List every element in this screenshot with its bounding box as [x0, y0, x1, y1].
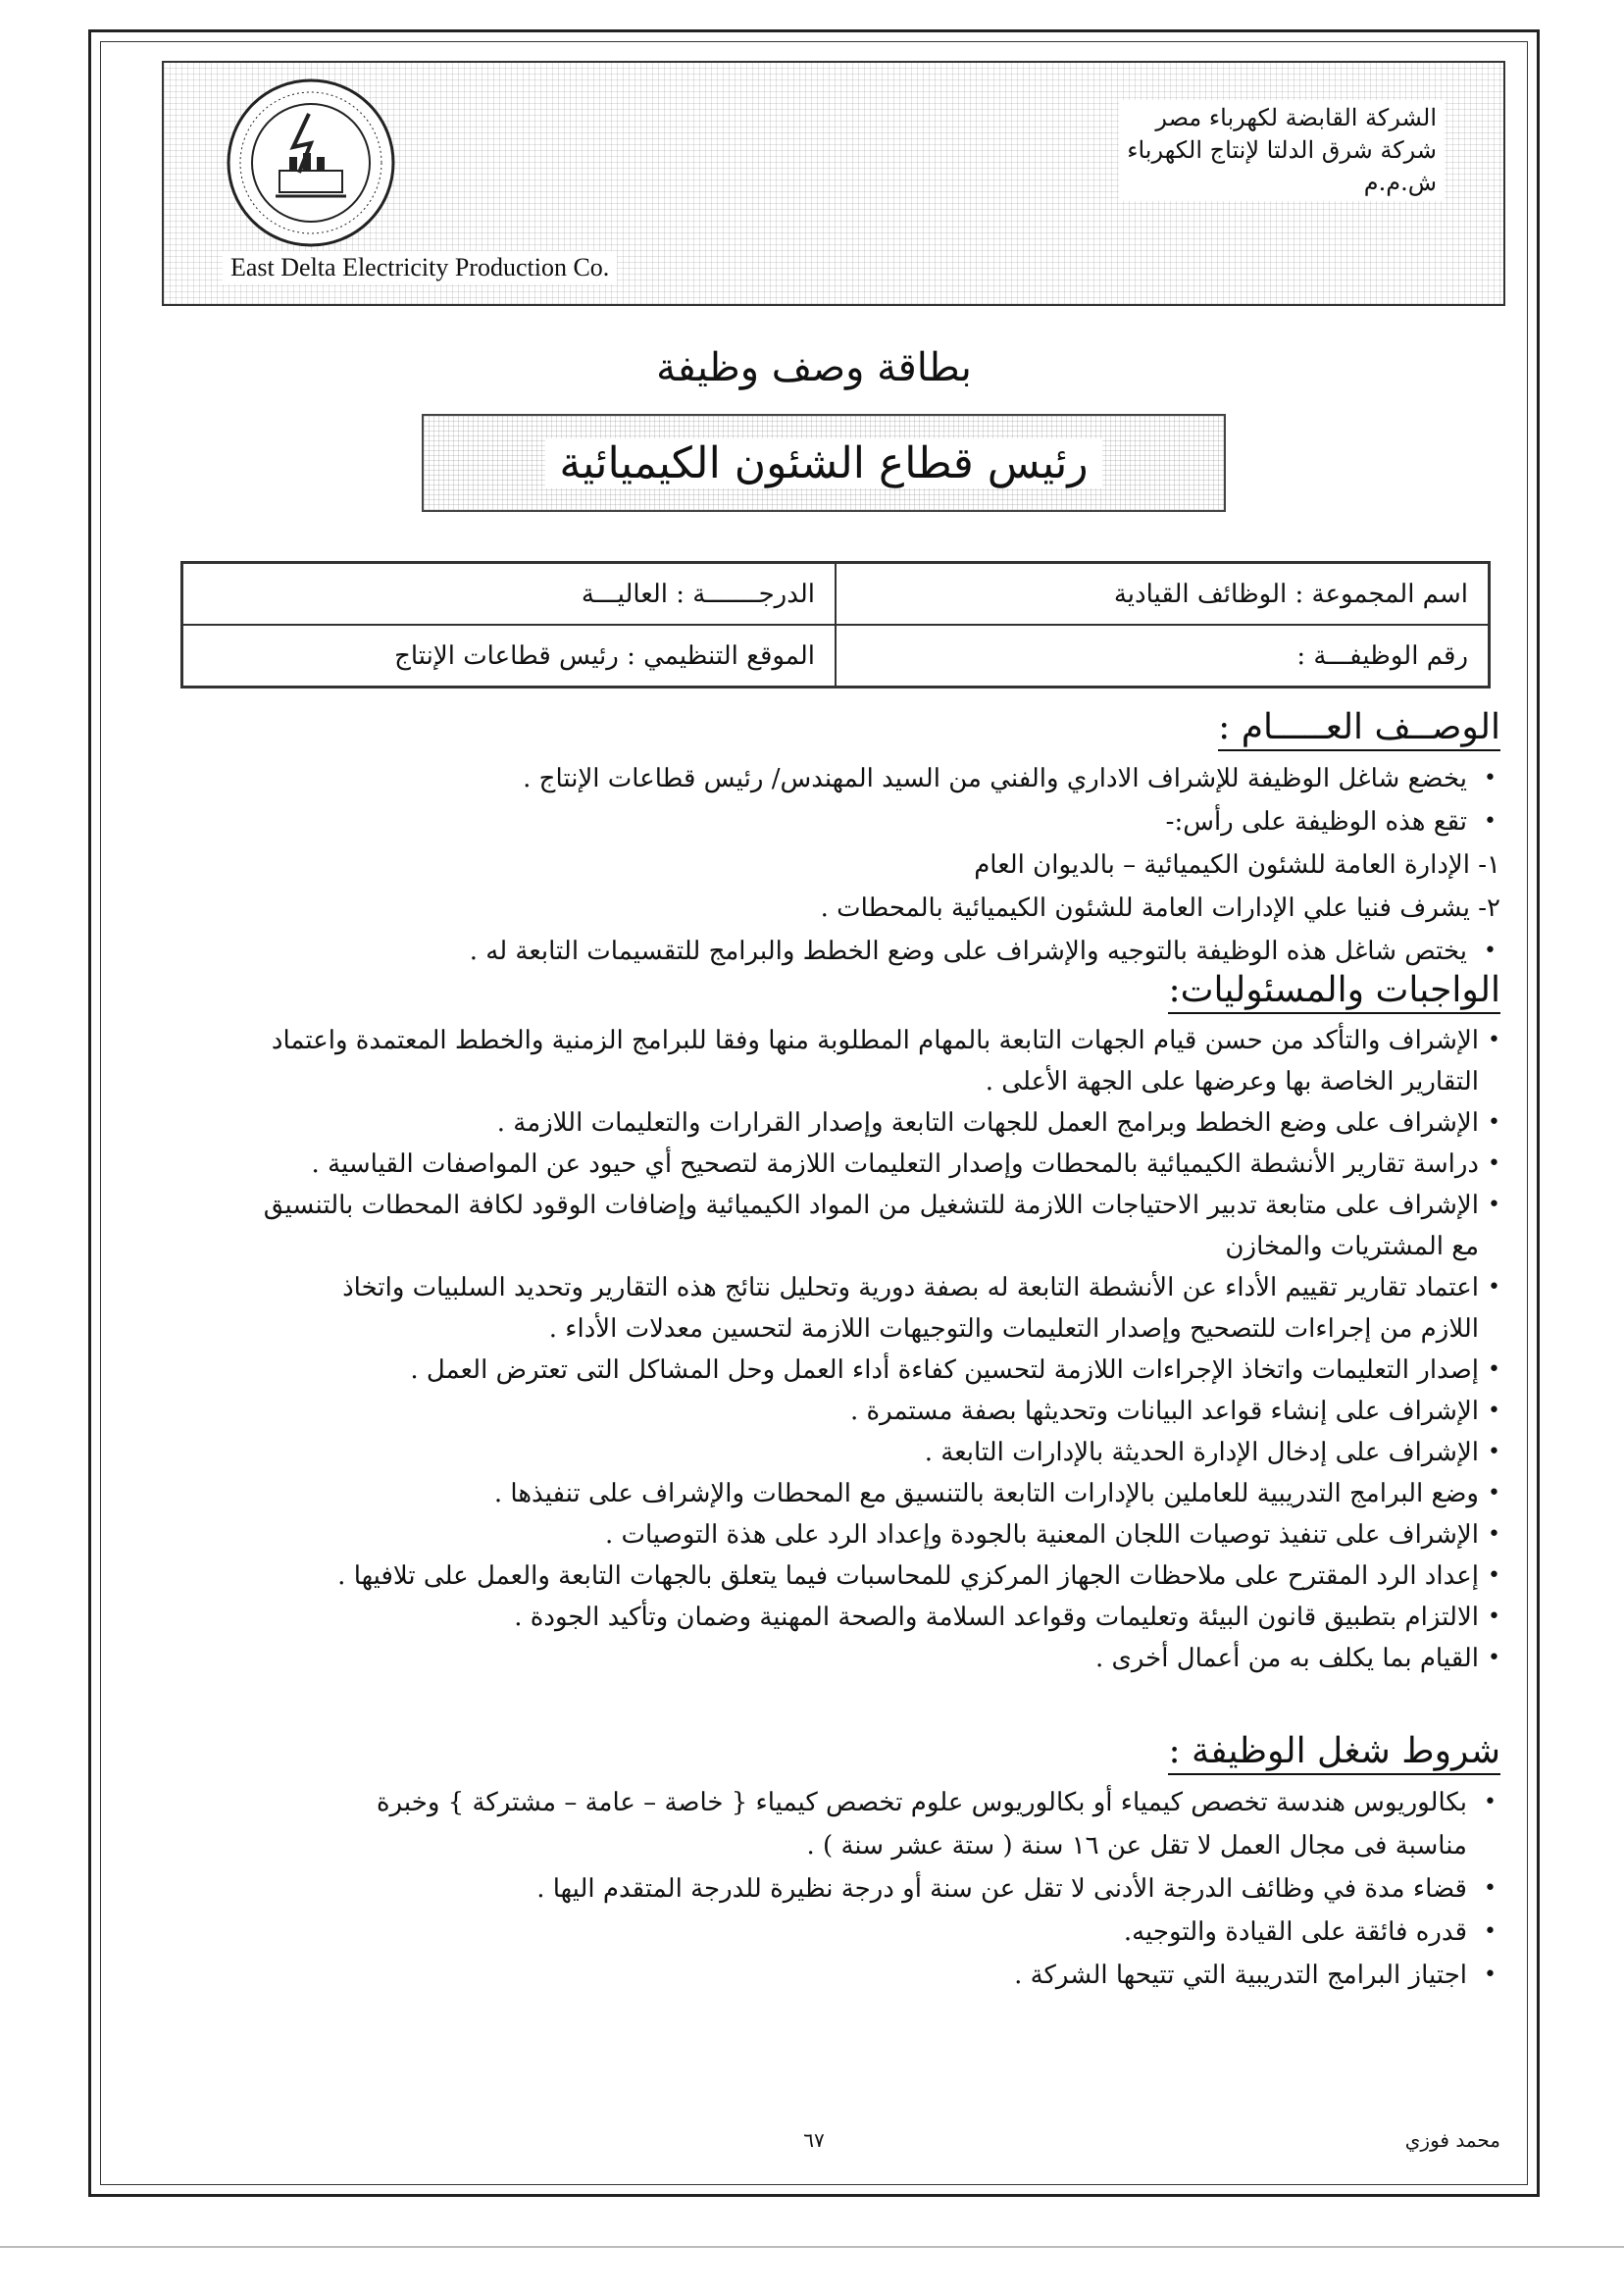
list-item: • بكالوريوس هندسة تخصص كيمياء أو بكالوريوس علوم تخصص كيمياء { خاصة – عامة – مشتركة } وخبرة مناسبة فى مجال العمل لا تقل عن ١٦ سنة ( ستة عشر سنة ) .	[376, 1788, 1497, 1861]
list-item: • القيام بما يكلف به من أعمال أخرى .	[1094, 1644, 1500, 1673]
duties-list	[118, 1020, 1500, 1679]
position-cell	[182, 625, 836, 687]
list-item: • اجتياز البرامج التدريبية التي تتيحها الشركة .	[1014, 1961, 1497, 1990]
list-item: • إعداد الرد المقترح على ملاحظات الجهاز المركزي للمحاسبات فيما يتعلق بالجهات التابعة والعمل على تلافيها .	[337, 1561, 1500, 1591]
list-item: ١- الإدارة العامة للشئون الكيميائية – بالديوان العام	[974, 850, 1500, 880]
list-item: • يخضع شاغل الوظيفة للإشراف الاداري والفني من السيد المهندس/ رئيس قطاعات الإنتاج .	[523, 764, 1497, 793]
number-cell	[836, 625, 1489, 687]
page-number: ٦٧	[803, 2128, 825, 2152]
list-item: • الإشراف على تنفيذ توصيات اللجان المعنية بالجودة وإعداد الرد على هذة التوصيات .	[604, 1520, 1500, 1550]
list-item: • قدره فائقة على القيادة والتوجيه.	[1123, 1917, 1497, 1947]
list-item: • الإشراف والتأكد من حسن قيام الجهات التابعة بالمهام المطلوبة منها وفقا للبرامج الزمنية والخطط المعتمدة واعتماد التقارير الخاصة بها وعرضها على الجهة الأعلى .	[271, 1026, 1500, 1096]
list-item: • الإشراف على متابعة تدبير الاحتياجات اللازمة للتشغيل من المواد الكيميائية وإضافات الوقود لكافة المحطات بالتنسيق مع المشتريات والمخازن	[263, 1191, 1500, 1261]
group-value: الوظائف القيادية	[1113, 579, 1288, 609]
grade-value: العاليـــة	[581, 579, 669, 609]
group-label: اسم المجموعة :	[1294, 579, 1468, 609]
job-title-box	[422, 414, 1226, 512]
general-description-list	[118, 757, 1500, 973]
list-item: • الإشراف على إنشاء قواعد البيانات وتحديثها بصفة مستمرة .	[849, 1397, 1500, 1426]
list-item: • إصدار التعليمات واتخاذ الإجراءات اللازمة لتحسين كفاءة أداء العمل وحل المشاكل التى تعترض العمل .	[410, 1355, 1500, 1385]
conditions-list	[118, 1781, 1500, 1997]
list-item: • الالتزام بتطبيق قانون البيئة وتعليمات وقواعد السلامة والصحة المهنية وضمان وتأكيد الجودة .	[514, 1603, 1500, 1632]
list-item: • الإشراف على إدخال الإدارة الحديثة بالإدارات التابعة .	[924, 1438, 1500, 1467]
job-title: رئيس قطاع الشئون الكيميائية	[545, 438, 1101, 488]
number-label: رقم الوظيفـــة :	[1296, 640, 1468, 671]
list-item: • وضع البرامج التدريبية للعاملين بالإدارات التابعة بالتنسيق مع المحطات والإشراف على تنفيذها .	[493, 1479, 1500, 1508]
position-label: الموقع التنظيمي :	[627, 640, 815, 671]
list-item: • الإشراف على وضع الخطط وبرامج العمل للجهات التابعة وإصدار القرارات والتعليمات اللازمة .	[496, 1108, 1500, 1138]
position-value: رئيس قطاعات الإنتاج	[394, 640, 619, 671]
scan-edge-line	[0, 2246, 1624, 2248]
signature: محمد فوزي	[1404, 2128, 1500, 2152]
list-item: • قضاء مدة في وظائف الدرجة الأدنى لا تقل عن سنة أو درجة نظيرة للدرجة المتقدم اليها .	[536, 1874, 1497, 1904]
duties-heading: الواجبات والمسئوليات:	[1168, 971, 1500, 1014]
company-name-arabic: شركة شرق الدلتا لإنتاج الكهرباء	[1127, 136, 1437, 164]
grade-label: الدرجـــــــة :	[676, 579, 815, 609]
list-item: • اعتماد تقارير تقييم الأداء عن الأنشطة التابعة له بصفة دورية وتحليل نتائج هذه التقارير وتحديد السلبيات واتخاذ اللازم من إجراءات للتصحيح وإصدار التعليمات والتوجيهات اللازمة لتحسين معدلات الأداء .	[342, 1273, 1500, 1344]
grade-cell	[182, 563, 836, 625]
job-description-page	[118, 59, 1510, 2177]
card-title: بطاقة وصف وظيفة	[656, 345, 972, 390]
letterhead	[162, 61, 1505, 306]
list-item: • يختص شاغل هذه الوظيفة بالتوجيه والإشراف على وضع الخطط والبرامج للتقسيمات التابعة له .	[469, 937, 1497, 966]
letterhead-arabic	[1119, 100, 1445, 201]
list-item: • تقع هذه الوظيفة على رأس:-	[1165, 807, 1497, 837]
general-description-heading: الوصــف العـــــام :	[1218, 708, 1500, 751]
company-logo-seal-icon	[223, 75, 399, 251]
conditions-heading: شروط شغل الوظيفة :	[1168, 1732, 1500, 1775]
holding-company-name: الشركة القابضة لكهرباء مصر	[1155, 104, 1437, 131]
company-type: ش.م.م	[1363, 169, 1437, 196]
list-item: ٢- يشرف فنيا علي الإدارات العامة للشئون الكيميائية بالمحطات .	[820, 893, 1500, 923]
list-item: • دراسة تقارير الأنشطة الكيميائية بالمحطات وإصدار التعليمات اللازمة لتصحيح أي حيود عن المواصفات القياسية .	[311, 1149, 1500, 1179]
company-name-english: East Delta Electricity Production Co.	[223, 251, 617, 284]
job-info-table	[180, 561, 1491, 688]
group-cell	[836, 563, 1489, 625]
